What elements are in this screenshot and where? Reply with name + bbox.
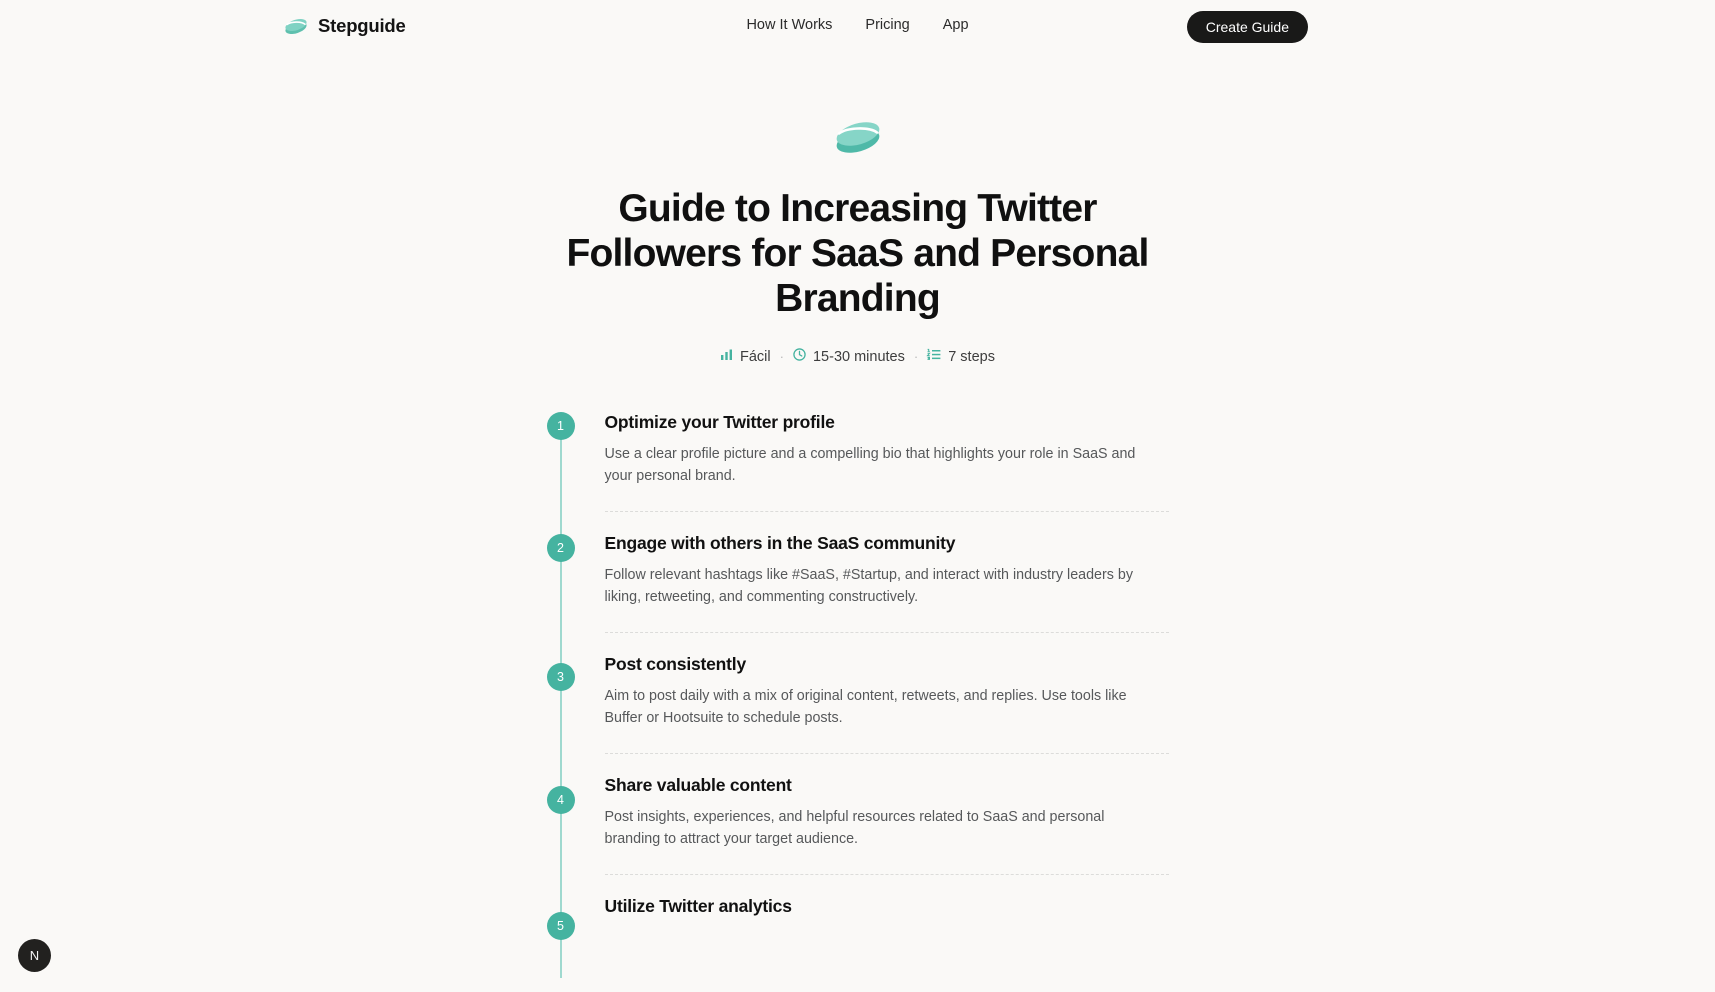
meta-difficulty-label: Fácil	[740, 348, 771, 365]
brand-name: Stepguide	[318, 15, 406, 36]
step-title: Engage with others in the SaaS community	[604, 533, 956, 553]
nav-link-how-it-works[interactable]: How It Works	[746, 17, 833, 33]
guide-hero	[0, 54, 1715, 365]
step-description: Post insights, experiences, and helpful resources related to SaaS and personal branding to attract your target audience.	[604, 809, 1105, 847]
step-number-badge: 1	[547, 412, 575, 440]
avatar[interactable]: N	[18, 939, 51, 972]
step-title: Share valuable content	[604, 775, 792, 795]
list-item[interactable]	[557, 511, 1169, 632]
meta-separator-2: ·	[913, 349, 919, 364]
nav-link-app[interactable]: App	[942, 17, 969, 33]
difficulty-bars-icon	[720, 348, 733, 365]
top-navigation-bar	[0, 0, 1715, 54]
step-description: Follow relevant hashtags like #SaaS, #Startup, and interact with industry leaders by liking, retweeting, and commenting constructively.	[604, 567, 1133, 605]
list-item[interactable]	[557, 753, 1169, 874]
meta-steps	[927, 348, 995, 365]
page-title: Guide to Increasing Twitter Followers for SaaS and Personal Branding	[566, 187, 1149, 320]
list-item[interactable]	[557, 874, 1169, 952]
meta-separator-1: ·	[779, 349, 784, 364]
meta-duration-label: 15-30 minutes	[812, 348, 905, 365]
guide-page	[0, 54, 1715, 952]
step-title: Utilize Twitter analytics	[604, 896, 792, 916]
list-steps-icon	[927, 348, 941, 365]
step-number-badge: 5	[547, 912, 575, 940]
clock-icon	[793, 348, 806, 365]
create-guide-button[interactable]: Create Guide	[1187, 11, 1308, 43]
primary-nav	[746, 17, 968, 33]
step-number-badge: 3	[547, 663, 575, 691]
guide-meta-row	[0, 348, 1715, 365]
meta-steps-label: 7 steps	[948, 348, 995, 365]
step-description: Aim to post daily with a mix of original content, retweets, and replies. Use tools like Buffer or Hootsuite to schedule posts.	[604, 688, 1127, 726]
meta-duration	[793, 348, 905, 365]
steps-list	[547, 412, 1169, 952]
step-description: Use a clear profile picture and a compelling bio that highlights your role in SaaS and your personal brand.	[604, 446, 1136, 484]
step-title: Optimize your Twitter profile	[604, 412, 835, 432]
stepguide-mark-icon	[832, 114, 884, 158]
nav-link-pricing[interactable]: Pricing	[865, 17, 910, 33]
step-number-badge: 4	[547, 786, 575, 814]
brand-logo-link[interactable]	[283, 13, 406, 39]
step-title: Post consistently	[604, 654, 746, 674]
stepguide-logo-icon	[283, 13, 309, 39]
steps-timeline-rail	[560, 430, 562, 992]
list-item[interactable]	[557, 632, 1169, 753]
step-number-badge: 2	[547, 534, 575, 562]
list-item[interactable]	[557, 412, 1169, 511]
meta-difficulty	[720, 348, 771, 365]
viewport-bottom-mask	[0, 978, 1715, 992]
